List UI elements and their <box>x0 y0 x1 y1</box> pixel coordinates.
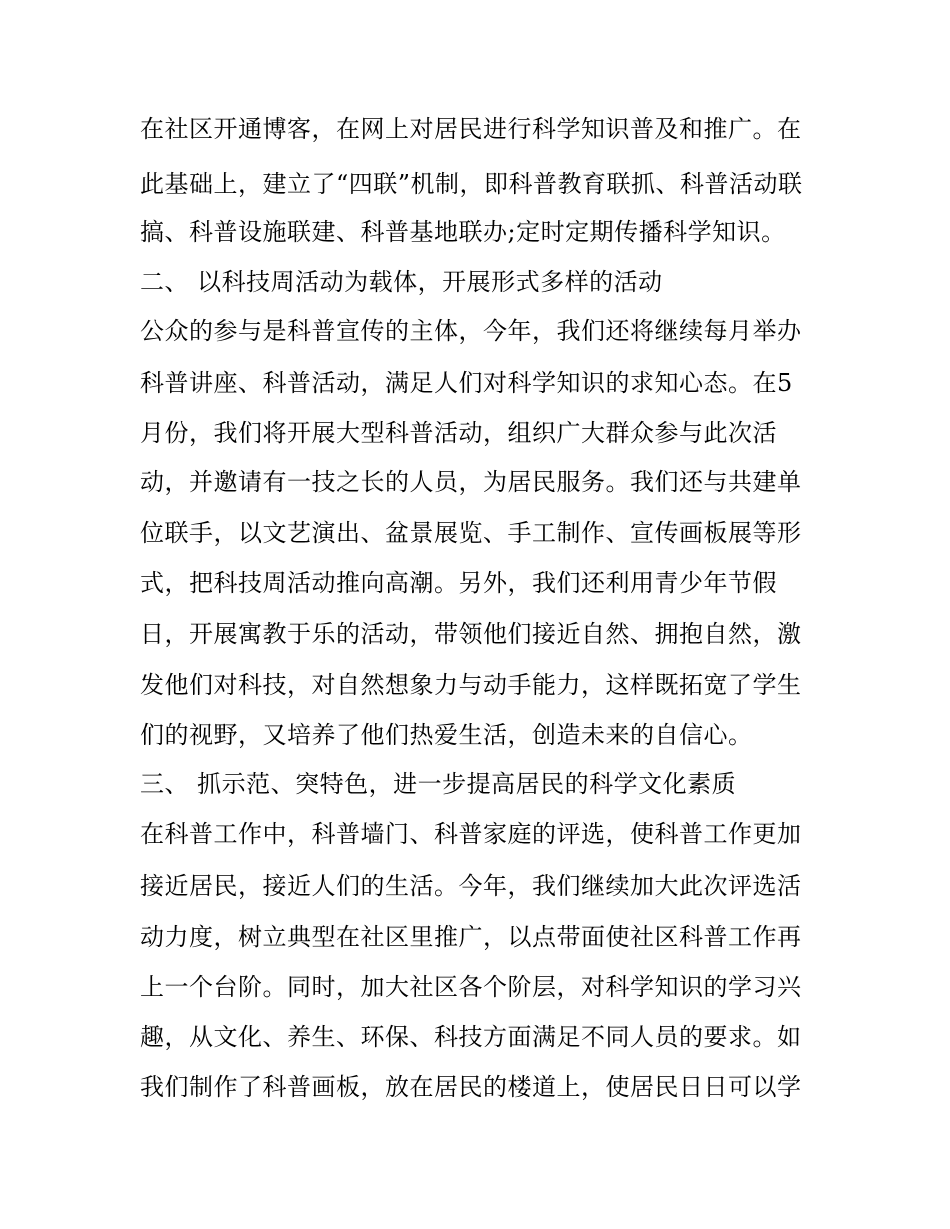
text-line: 搞、科普设施联建、科普基地联办;定时定期传播科学知识。 <box>140 218 786 246</box>
text-line: 式，把科技周活动推向高潮。另外，我们还利用青少年节假 <box>140 569 777 597</box>
text-line: 发他们对科技，对自然想象力与动手能力，这样既拓宽了学生 <box>140 671 802 699</box>
text-line: 此基础上，建立了“四联”机制，即科普教育联抓、科普活动联 <box>140 170 803 198</box>
text-line: 趣，从文化、养生、环保、科技方面满足不同人员的要求。如 <box>140 1023 802 1051</box>
text-line: 接近居民，接近人们的生活。今年，我们继续加大此次评选活 <box>140 872 802 900</box>
text-line: 我们制作了科普画板，放在居民的楼道上，使居民日日可以学 <box>140 1073 802 1101</box>
text-line: 公众的参与是科普宣传的主体，今年，我们还将继续每月举办 <box>140 317 802 345</box>
text-line: 动力度，树立典型在社区里推广，以点带面使社区科普工作再 <box>140 923 802 951</box>
text-line: 上一个台阶。同时，加大社区各个阶层，对科学知识的学习兴 <box>140 973 802 1001</box>
text-line: 在社区开通博客，在网上对居民进行科学知识普及和推广。在 <box>140 115 802 143</box>
text-line: 们的视野，又培养了他们热爱生活，创造未来的自信心。 <box>140 721 753 749</box>
text-line: 日，开展寓教于乐的活动，带领他们接近自然、拥抱自然，激 <box>140 620 802 648</box>
section-heading: 三、 抓示范、突特色，进一步提高居民的科学文化素质 <box>140 770 737 798</box>
text-line: 动，并邀请有一技之长的人员，为居民服务。我们还与共建单 <box>140 468 802 496</box>
section-heading: 二、 以科技周活动为载体，开展形式多样的活动 <box>140 268 663 296</box>
text-line: 月份，我们将开展大型科普活动，组织广大群众参与此次活 <box>140 419 777 447</box>
text-line: 科普讲座、科普活动，满足人们对科学知识的求知心态。在5 <box>140 369 793 397</box>
text-line: 在科普工作中，科普墙门、科普家庭的评选，使科普工作更加 <box>140 820 802 848</box>
text-line: 位联手，以文艺演出、盆景展览、手工制作、宣传画板展等形 <box>140 519 802 547</box>
